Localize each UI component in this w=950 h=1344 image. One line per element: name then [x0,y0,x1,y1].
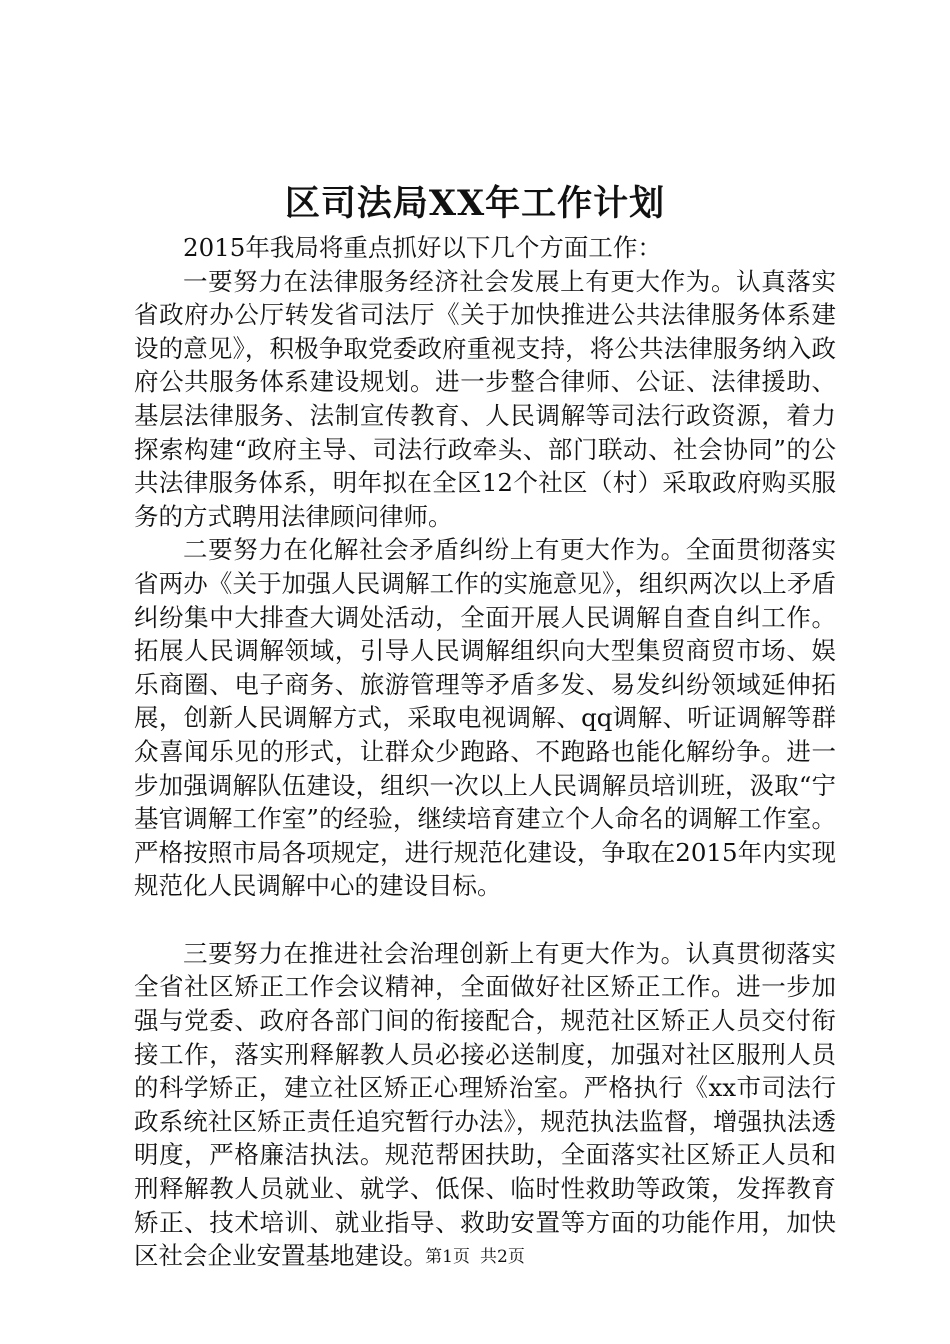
page-total: 共2页 [480,1247,525,1267]
document-body [134,231,836,1273]
intro-paragraph: 2015年我局将重点抓好以下几个方面工作： [183,233,662,262]
paragraph-social-governance: 三要努力在推进社会治理创新上有更大作为。认真贯彻落实全省社区矫正工作会议精神，全面做好社区矫正工作。进一步加强与党委、政府各部门间的衔接配合，规范社区矫正人员交付衔接工作，落实刑释解教人员必接必送制度，加强对社区服刑人员的科学矫正，建立社区矫正心理矫治室。严格执行《xx市司法行政系统社区矫正责任追究暂行办法》，规范执法监督，增强执法透明度，严格廉洁执法。规范帮困扶助，全面落实社区矫正人员和刑释解教人员就业、就学、低保、临时性救助等政策，发挥教育矫正、技术培训、就业指导、救助安置等方面的功能作用，加快区社会企业安置基地建设。 [134,938,836,1271]
paragraph-dispute-resolution: 二要努力在化解社会矛盾纠纷上有更大作为。全面贯彻落实省两办《关于加强人民调解工作的实施意见》，组织两次以上矛盾纠纷集中大排查大调处活动，全面开展人民调解自查自纠工作。拓展人民调解领域，引导人民调解组织向大型集贸商贸市场、娱乐商圈、电子商务、旅游管理等矛盾多发、易发纠纷领域延伸拓展，创新人民调解方式，采取电视调解、qq调解、听证调解等群众喜闻乐见的形式，让群众少跑路、不跑路也能化解纷争。进一步加强调解队伍建设，组织一次以上人民调解员培训班，汲取“宁基官调解工作室”的经验，继续培育建立个人命名的调解工作室。严格按照市局各项规定，进行规范化建设，争取在2015年内实现规范化人民调解中心的建设目标。 [134,535,836,901]
page-number: 第1页 [425,1247,470,1267]
document-title: 区司法局XX年工作计划 [284,183,666,224]
page-footer [0,1246,950,1268]
paragraph-legal-services: 一要努力在法律服务经济社会发展上有更大作为。认真落实省政府办公厅转发省司法厅《关于加快推进公共法律服务体系建设的意见》，积极争取党委政府重视支持，将公共法律服务纳入政府公共服务体系建设规划。进一步整合律师、公证、法律援助、基层法律服务、法制宣传教育、人民调解等司法行政资源，着力探索构建“政府主导、司法行政牵头、部门联动、社会协同”的公共法律服务体系，明年拟在全区12个社区（村）采取政府购买服务的方式聘用法律顾问律师。 [134,266,836,531]
